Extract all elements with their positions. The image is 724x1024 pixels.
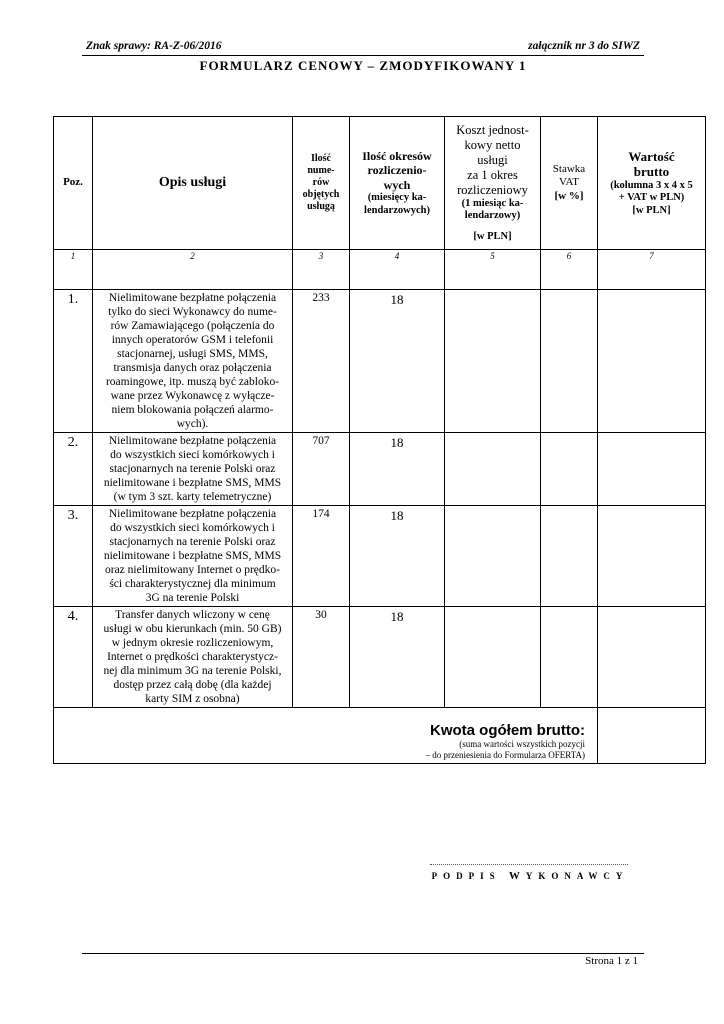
page-title: FORMULARZ CENOWY – ZMODYFIKOWANY 1	[199, 58, 527, 73]
row-position: 3.	[54, 506, 93, 607]
row-position: 1.	[54, 290, 93, 433]
column-number: 4	[350, 250, 445, 290]
row-quantity: 174	[293, 506, 350, 607]
page-number: Strona 1 z 1	[585, 955, 638, 967]
header-poz: Poz.	[54, 117, 93, 250]
row-description: Nielimitowane bezpłatne połączenia do wszystkich sieci komórkowych i stacjonarnych na terenie Polski oraz nielimitowane i bezpłatne SMS, MMS oraz nielimitowany Internet o prędko- ści charakterystycznej dla minimum 3G na terenie Polski	[93, 506, 293, 607]
total-title: Kwota ogółem brutto:	[430, 722, 585, 740]
row-position: 2.	[54, 433, 93, 506]
row-periods: 18	[350, 607, 445, 708]
column-number: 5	[445, 250, 541, 290]
row-vat-cell[interactable]	[541, 506, 598, 607]
total-label-cell	[54, 708, 598, 764]
column-number: 7	[598, 250, 706, 290]
column-number: 6	[541, 250, 598, 290]
case-number: Znak sprawy: RA-Z-06/2016	[86, 40, 222, 52]
row-quantity: 707	[293, 433, 350, 506]
attachment-label: załącznik nr 3 do SIWZ	[528, 40, 640, 52]
row-position: 4.	[54, 607, 93, 708]
header-ilosc-numerow: Ilość nume- rów objętych usługą	[293, 117, 350, 250]
header-vat: Stawka VAT [w %]	[541, 117, 598, 250]
row-unit-cost-cell[interactable]	[445, 433, 541, 506]
table-row	[54, 607, 706, 708]
footer-rule	[82, 953, 644, 954]
row-description: Nielimitowane bezpłatne połączenia do wszystkich sieci komórkowych i stacjonarnych na terenie Polski oraz nielimitowane i bezpłatne SMS, MMS (w tym 3 szt. karty telemetryczne)	[93, 433, 293, 506]
table-row	[54, 290, 706, 433]
row-description: Transfer danych wliczony w cenę usługi w obu kierunkach (min. 50 GB) w jednym okresie rozliczeniowym, Internet o prędkości charakterystycz- nej dla minimum 3G na terenie Polski, dostęp przez całą dobę (dla każdej karty SIM z osobna)	[93, 607, 293, 708]
signature-line	[430, 864, 628, 865]
price-table	[53, 116, 706, 764]
total-note: (suma wartości wszystkich pozycji	[459, 739, 585, 750]
row-periods: 18	[350, 290, 445, 433]
row-vat-cell[interactable]	[541, 433, 598, 506]
row-description: Nielimitowane bezpłatne połączenia tylko do sieci Wykonawcy do nume- rów Zamawiającego (połączenia do innych operatorów GSM i telefonii stacjonarnej, usługi SMS, MMS, transmisja danych oraz połączenia roamingowe, itp. muszą być zabloko- wane przez Wykonawcę z wyłącze- niem blokowania połączeń alarmo- wych).	[93, 290, 293, 433]
total-row	[54, 708, 706, 764]
column-number: 1	[54, 250, 93, 290]
row-periods: 18	[350, 433, 445, 506]
row-quantity: 233	[293, 290, 350, 433]
header-koszt: Koszt jednost- kowy netto usługi za 1 okres rozliczeniowy (1 miesiąc ka- lendarzowy) [w PLN]	[445, 117, 541, 250]
row-periods: 18	[350, 506, 445, 607]
row-gross-value-cell[interactable]	[598, 607, 706, 708]
column-number-row	[54, 250, 706, 290]
header-opis: Opis usługi	[93, 117, 293, 250]
table-row	[54, 433, 706, 506]
row-gross-value-cell[interactable]	[598, 290, 706, 433]
row-gross-value-cell[interactable]	[598, 433, 706, 506]
total-note: – do przeniesienia do Formularza OFERTA)	[425, 750, 585, 761]
header-wartosc: Wartość brutto (kolumna 3 x 4 x 5 + VAT w PLN) [w PLN]	[598, 117, 706, 250]
total-value-cell[interactable]	[598, 708, 706, 764]
row-vat-cell[interactable]	[541, 607, 598, 708]
header-ilosc-okresow: Ilość okresów rozliczenio- wych (miesięcy ka- lendarzowych)	[350, 117, 445, 250]
row-vat-cell[interactable]	[541, 290, 598, 433]
signature-label: PODPIS WYKONAWCY	[431, 870, 629, 882]
row-unit-cost-cell[interactable]	[445, 607, 541, 708]
row-gross-value-cell[interactable]	[598, 506, 706, 607]
table-header-row	[54, 117, 706, 250]
row-quantity: 30	[293, 607, 350, 708]
row-unit-cost-cell[interactable]	[445, 290, 541, 433]
table-row	[54, 506, 706, 607]
row-unit-cost-cell[interactable]	[445, 506, 541, 607]
header-rule	[82, 55, 644, 56]
column-number: 3	[293, 250, 350, 290]
column-number: 2	[93, 250, 293, 290]
